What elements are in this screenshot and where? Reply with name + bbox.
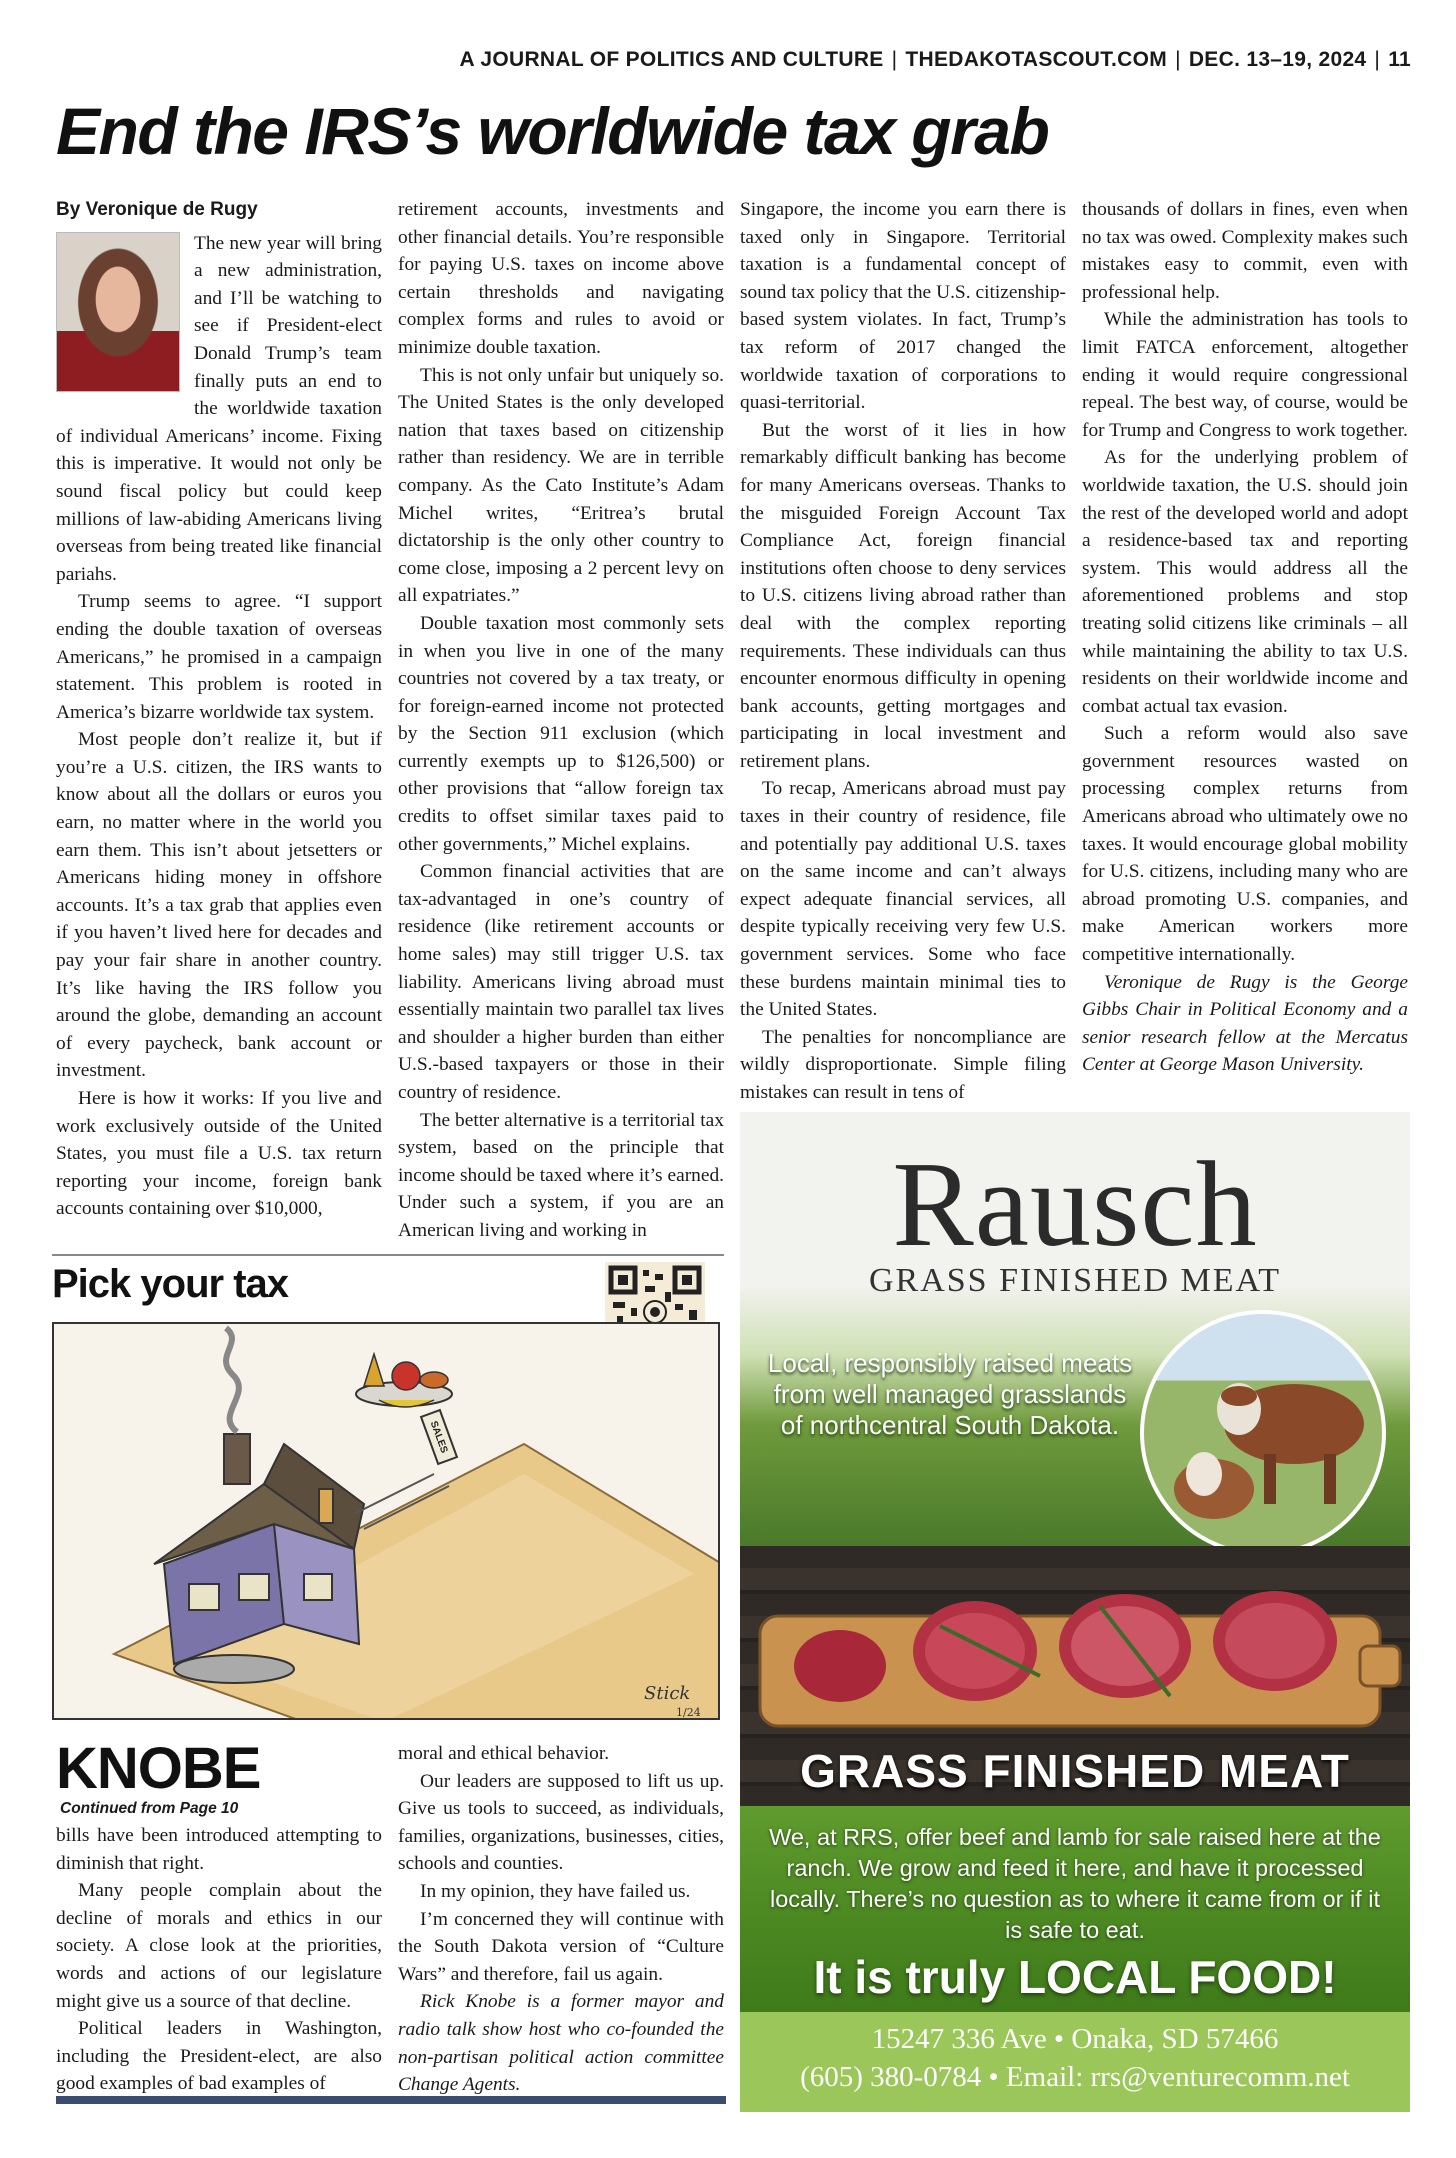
sales-sign: SALES bbox=[427, 1419, 450, 1455]
column-4-text bbox=[1082, 196, 1408, 969]
article-paragraph: Such a reform would also save government resources wasted on processing complex returns from Americans abroad who ultimately owe no taxes. It would encourage global mobility for U.S. citizens, including many who are abroad promoting U.S. companies, and make American workers more competitive internationally. bbox=[1082, 723, 1408, 966]
article-paragraph: Common financial activities that are tax-advantaged in one’s country of residence (like retirement accounts or home sales) may still trigger U.S. tax liability. Americans living abroad must essentially maintain two parallel tax lives and shoulder a higher burden than either U.S.-based taxpayers or those in their country of residence. bbox=[398, 861, 724, 1103]
knobe-title: KNOBE bbox=[56, 1736, 261, 1801]
knobe-bio: Rick Knobe is a former mayor and radio talk show host who co-founded the non-partisan political action committee Change Agents. bbox=[398, 1991, 724, 2096]
knobe-column-1-text bbox=[56, 1822, 382, 2098]
article-column-3 bbox=[740, 196, 1066, 1107]
journal-tagline: A JOURNAL OF POLITICS AND CULTURE bbox=[459, 48, 884, 71]
article-headline: End the IRS’s worldwide tax grab bbox=[56, 94, 1049, 168]
ad-description: We, at RRS, offer beef and lamb for sale raised here at the ranch. We grow and feed it here, and have it processed locally. There’s no question as to where it came from or if it is safe to eat. bbox=[769, 1824, 1381, 1943]
knobe-paragraph: Our leaders are supposed to lift us up. Give us tools to succeed, as individuals, families, organizations, businesses, cities, schools and counties. bbox=[398, 1770, 724, 1875]
column-2-text bbox=[398, 196, 724, 1245]
cartoon-title: Pick your tax bbox=[52, 1262, 289, 1306]
cattle-photo bbox=[1140, 1310, 1386, 1556]
knobe-paragraph: I’m concerned they will continue with the South Dakota version of “Culture Wars” and therefore, fail us again. bbox=[398, 1908, 724, 1985]
article-paragraph: To recap, Americans abroad must pay taxes in their country of residence, file and potentially pay additional U.S. taxes on the same income and can’t always expect adequate financial services, all despite typically receiving very few U.S. government services. Some who face these burdens maintain minimal ties to the United States. bbox=[740, 778, 1066, 1021]
article-paragraph: retirement accounts, investments and other financial details. You’re responsible for paying U.S. taxes on income above certain thresholds and navigating complex forms and rules to avoid or minimize double taxation. bbox=[398, 199, 724, 358]
author-photo bbox=[56, 232, 180, 392]
ad-tagline: Local, responsibly raised meats from well managed grasslands of northcentral South Dakota. bbox=[767, 1348, 1133, 1440]
cartoon-drawing bbox=[54, 1324, 720, 1720]
ad-brand: Rausch bbox=[892, 1137, 1258, 1272]
issue-date: DEC. 13–19, 2024 bbox=[1188, 48, 1367, 71]
knobe-column-1 bbox=[56, 1822, 382, 2098]
article-paragraph: Double taxation most commonly sets in when you live in one of the many countries not covered by a tax treaty, or for foreign-earned income not protected by the Section 911 exclusion (which currently exempts up to $126,500) or other provisions that “allow foreign tax credits to offset similar taxes paid to other governments,” Michel explains. bbox=[398, 612, 724, 855]
masthead: A JOURNAL OF POLITICS AND CULTURE | THEDAKOTASCOUT.COM | DEC. 13–19, 2024 | 11 bbox=[459, 48, 1411, 71]
ad-address: 15247 336 Ave • Onaka, SD 57466 bbox=[871, 2023, 1279, 2055]
ad-subtitle: GRASS FINISHED MEAT bbox=[868, 1262, 1282, 1299]
site-url[interactable]: THEDAKOTASCOUT.COM bbox=[905, 48, 1168, 71]
column-3-text bbox=[740, 196, 1066, 1107]
article-column-4 bbox=[1082, 196, 1408, 1079]
cattle-illustration bbox=[1144, 1314, 1382, 1552]
article-paragraph: Singapore, the income you earn there is taxed only in Singapore. Territorial taxation is a fundamental concept of sound tax policy that the U.S. citizenship-based system violates. In fact, Trump’s tax reform of 2017 changed the worldwide taxation of corporations to quasi-territorial. bbox=[740, 199, 1066, 414]
section-divider bbox=[52, 1254, 724, 1256]
article-paragraph: thousands of dollars in fines, even when no tax was owed. Complexity makes such mistakes easy to commit, even with professional help. bbox=[1082, 199, 1408, 303]
article-column-2 bbox=[398, 196, 724, 1245]
article-paragraph: Trump seems to agree. “I support ending the double taxation of overseas Americans,” he promised in a campaign statement. This problem is rooted in America’s bizarre worldwide tax system. bbox=[56, 591, 382, 723]
editorial-cartoon bbox=[52, 1322, 720, 1720]
bottom-rule bbox=[56, 2096, 726, 2104]
knobe-paragraph: moral and ethical behavior. bbox=[398, 1743, 610, 1764]
knobe-paragraph: In my opinion, they have failed us. bbox=[420, 1880, 691, 1902]
article-paragraph: Most people don’t realize it, but if you’re a U.S. citizen, the IRS wants to know about all the dollars or euros you earn, no matter where in the world you earn them. This isn’t about jetsetters or Americans hiding money in offshore accounts. It’s a tax grab that applies even if you haven’t lived here for decades and pay your fair share in another country. It’s like having the IRS follow you around the globe, demanding an account of every paycheck, bank account or investment. bbox=[56, 729, 382, 1082]
knobe-paragraph: Many people complain about the decline of morals and ethics in our society. A close look at the priorities, words and actions of our legislature might give us a source of that decline. bbox=[56, 1880, 382, 2012]
article-column-1 bbox=[56, 196, 382, 1223]
rausch-advertisement[interactable] bbox=[740, 1112, 1410, 2112]
cartoonist-signature: Stick bbox=[644, 1683, 691, 1704]
article-paragraph: As for the underlying problem of worldwide taxation, the U.S. should join the rest of the developed world and adopt a residence-based tax and reporting system. This would address all the aforementioned problems and stop treating solid citizens like criminals – all while maintaining the ability to tax U.S. residents on their worldwide income and combat actual tax evasion. bbox=[1082, 447, 1408, 717]
article-paragraph: This is not only unfair but uniquely so. The United States is the only developed nation that taxes based on citizenship rather than residency. We are in terrible company. As the Cato Institute’s Adam Michel writes, “Eritrea’s brutal dictatorship is the only other country to come close, imposing a 2 percent levy on all expatriates.” bbox=[398, 364, 724, 607]
knobe-paragraph: bills have been introduced attempting to diminish that right. bbox=[56, 1825, 382, 1874]
article-paragraph: Here is how it works: If you live and work exclusively outside of the United States, you must file a U.S. tax return reporting your income, foreign bank accounts containing over $10,000, bbox=[56, 1088, 382, 1220]
page-number: 11 bbox=[1388, 48, 1411, 71]
ad-phone-email[interactable]: (605) 380-0784 • Email: rrs@venturecomm.net bbox=[800, 2061, 1350, 2093]
article-paragraph: While the administration has tools to limit FATCA enforcement, altogether ending it would require congressional repeal. The best way, of course, would be for Trump and Congress to work together. bbox=[1082, 309, 1408, 441]
ad-slogan: It is truly LOCAL FOOD! bbox=[813, 1951, 1337, 2003]
ad-banner: GRASS FINISHED MEAT bbox=[800, 1745, 1350, 1797]
article-paragraph: The new year will bring a new administration, and I’ll be watching to see if President-elect Donald Trump’s team finally puts an end to the worldwide taxation of individual Americans’ income. Fixing this is imperative. It would not only be sound fiscal policy but could keep millions of law-abiding Americans living overseas from being treated like financial pariahs. bbox=[56, 232, 382, 585]
cartoon-date: 1/24 bbox=[676, 1706, 701, 1719]
knobe-column-2 bbox=[398, 1740, 724, 2099]
continued-from[interactable]: Continued from Page 10 bbox=[60, 1800, 239, 1817]
article-paragraph: But the worst of it lies in how remarkably difficult banking has become for many Americans overseas. Thanks to the misguided Foreign Account Tax Compliance Act, foreign financial institutions often choose to deny services to U.S. citizens living abroad rather than deal with the complex reporting requirements. These individuals can thus encounter enormous difficulty in opening bank accounts, getting mortgages and participating in local investment and retirement plans. bbox=[740, 419, 1066, 772]
byline: By Veronique de Rugy bbox=[56, 199, 258, 220]
knobe-paragraph: Political leaders in Washington, including the President-elect, are also good examples of bad examples of bbox=[56, 2018, 382, 2095]
article-paragraph: The penalties for noncompliance are wildly disproportionate. Simple filing mistakes can result in tens of bbox=[740, 1026, 1066, 1103]
ad-contact-info bbox=[740, 2020, 1410, 2096]
article-paragraph: The better alternative is a territorial tax system, based on the principle that income should be taxed where it’s earned. Under such a system, if you are an American living and working in bbox=[398, 1109, 724, 1241]
knobe-column-2-text bbox=[398, 1740, 724, 1988]
author-bio: Veronique de Rugy is the George Gibbs Chair in Political Economy and a senior research fellow at the Mercatus Center at George Mason University. bbox=[1082, 971, 1408, 1076]
